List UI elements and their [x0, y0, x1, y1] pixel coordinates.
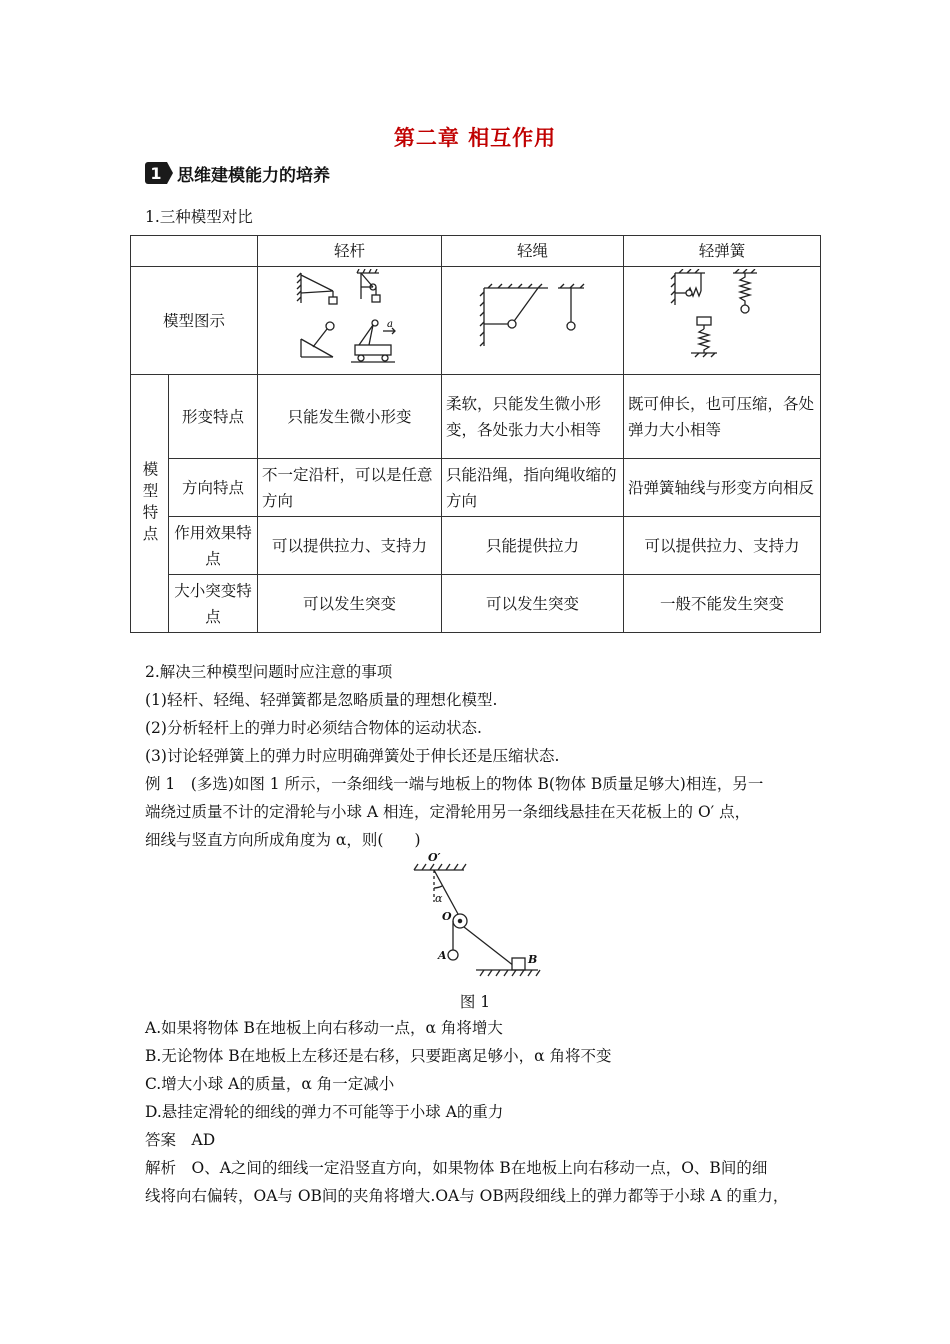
header-rod: 轻杆 — [258, 236, 442, 267]
note-line: (1)轻杆、轻绳、轻弹簧都是忽略质量的理想化模型. — [145, 691, 498, 709]
table-cell: 柔软，只能发生微小形变，各处张力大小相等 — [442, 375, 624, 459]
label-o: O — [442, 910, 452, 923]
option-a: A.如果将物体 B在地板上向右移动一点，α 角将增大 — [145, 1019, 503, 1037]
figure-caption: 图 1 — [459, 993, 491, 1011]
note-line: (3)讨论轻弹簧上的弹力时应明确弹簧处于伸长还是压缩状态. — [145, 747, 560, 765]
rod-diagram — [295, 269, 405, 364]
header-spring: 轻弹簧 — [624, 236, 821, 267]
example-line: 例 1 (多选)如图 1 所示，一条细线一端与地板上的物体 B(物体 B质量足够大)相连，另一 — [145, 775, 764, 793]
note-line: (2)分析轻杆上的弹力时必须结合物体的运动状态. — [145, 719, 482, 737]
table-corner-cell — [131, 236, 258, 267]
row-label-model: 模型图示 — [131, 267, 258, 375]
table-cell: 一般不能发生突变 — [624, 575, 821, 633]
example-line: 细线与竖直方向所成角度为 α，则( ) — [145, 831, 421, 849]
label-a: A — [438, 949, 447, 962]
table-cell: 只能发生微小形变 — [258, 375, 442, 459]
section-title: 思维建模能力的培养 — [177, 165, 330, 186]
table-cell: 可以提供拉力、支持力 — [258, 517, 442, 575]
row-label: 方向特点 — [169, 459, 258, 517]
item2-title: 2.解决三种模型问题时应注意的事项 — [145, 663, 393, 681]
label-b: B — [528, 953, 538, 966]
label-alpha: α — [435, 892, 443, 905]
analysis-line: 线将向右偏转，OA与 OB间的夹角将增大.OA与 OB两段细线上的弹力都等于小球 A 的重力， — [145, 1187, 789, 1205]
group-label-cell — [131, 375, 169, 633]
spring-diagram-cell — [624, 267, 821, 375]
header-rope: 轻绳 — [442, 236, 624, 267]
row-label: 作用效果特点 — [169, 517, 258, 575]
table-cell: 只能提供拉力 — [442, 517, 624, 575]
table-cell: 沿弹簧轴线与形变方向相反 — [624, 459, 821, 517]
table-cell: 既可伸长，也可压缩，各处弹力大小相等 — [624, 375, 821, 459]
option-b: B.无论物体 B在地板上左移还是右移，只要距离足够小，α 角将不变 — [145, 1047, 612, 1065]
row-label: 大小突变特点 — [169, 575, 258, 633]
answer-line: 答案 AD — [145, 1131, 216, 1149]
rope-diagram-cell — [442, 267, 624, 375]
rod-diagram-cell — [258, 267, 442, 375]
table-cell: 可以发生突变 — [442, 575, 624, 633]
option-c: C.增大小球 A的质量，α 角一定减小 — [145, 1075, 395, 1093]
label-o-prime: O′ — [428, 851, 441, 864]
pulley-diagram — [408, 850, 548, 985]
rope-diagram — [478, 282, 588, 352]
example-figure — [408, 850, 548, 985]
chapter-title: 第二章 相互作用 — [393, 126, 557, 150]
table-cell: 只能沿绳，指向绳收缩的方向 — [442, 459, 624, 517]
row-label: 形变特点 — [169, 375, 258, 459]
spring-diagram — [667, 269, 777, 364]
example-line: 端绕过质量不计的定滑轮与小球 A 相连，定滑轮用另一条细线悬挂在天花板上的 O′ 点， — [145, 803, 751, 821]
acceleration-label: a — [386, 319, 393, 330]
table-cell: 可以发生突变 — [258, 575, 442, 633]
section-heading — [145, 160, 330, 186]
section-number-badge: 1 — [145, 162, 167, 184]
option-d: D.悬挂定滑轮的细线的弹力不可能等于小球 A的重力 — [145, 1103, 504, 1121]
table-cell: 可以提供拉力、支持力 — [624, 517, 821, 575]
group-label: 模型特点 — [140, 460, 159, 547]
analysis-line: 解析 O、A之间的细线一定沿竖直方向，如果物体 B在地板上向右移动一点，O、B间的细 — [145, 1159, 768, 1177]
comparison-table — [130, 235, 821, 633]
table-cell: 不一定沿杆，可以是任意方向 — [258, 459, 442, 517]
item1-title: 1.三种模型对比 — [145, 208, 253, 226]
